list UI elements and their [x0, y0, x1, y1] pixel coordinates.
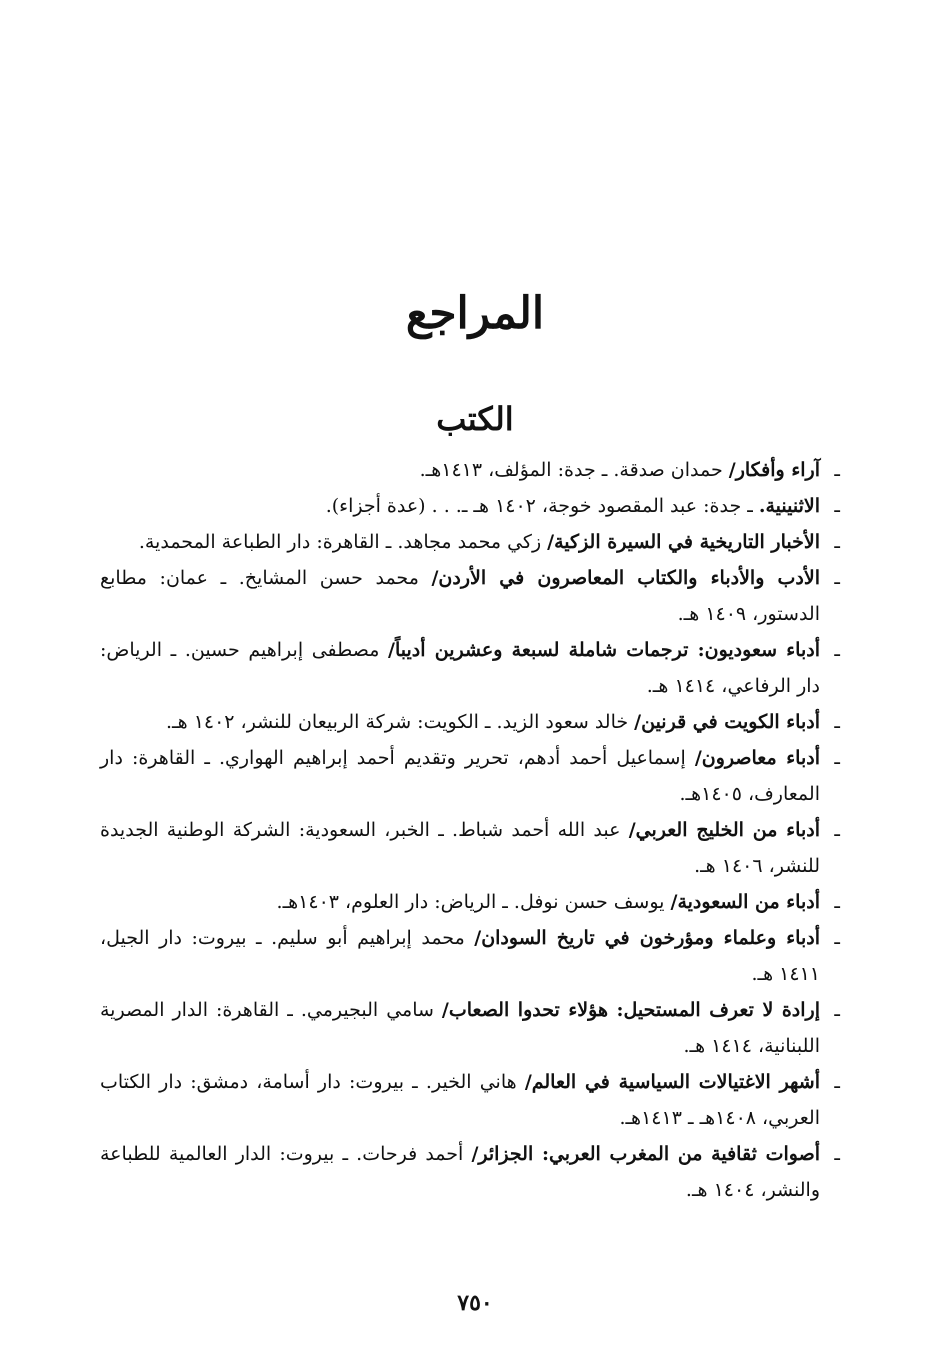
- page-number: ٧٥٠: [457, 1290, 493, 1316]
- reference-title: الاثنينية.: [758, 495, 820, 517]
- reference-title: الأخبار التاريخية في السيرة الزكية/: [547, 531, 820, 553]
- reference-entry: ـ أدباء معاصرون/ إسماعيل أحمد أدهم، تحرير وتقديم أحمد إبراهيم الهواري. ـ القاهرة: دار المعارف، ١٤٠٥هـ.: [100, 747, 840, 805]
- reference-details: إسماعيل أحمد أدهم، تحرير وتقديم أحمد إبراهيم الهواري. ـ القاهرة: دار المعارف، ١٤٠٥هـ.: [100, 747, 820, 805]
- reference-details: زكي محمد مجاهد. ـ القاهرة: دار الطباعة المحمدية.: [138, 531, 548, 553]
- reference-title: أدباء معاصرون/: [694, 747, 821, 769]
- reference-title: أدباء الكويت في قرنين/: [634, 711, 820, 733]
- reference-entry: ـ أشهر الاغتيالات السياسية في العالم/ هاني الخير. ـ بيروت: دار أسامة، دمشق: دار الكتاب العربي، ١٤٠٨هـ ـ ١٤١٣هـ.: [100, 1071, 840, 1129]
- reference-entry: ـ أدباء من السعودية/ يوسف حسن نوفل. ـ الرياض: دار العلوم، ١٤٠٣هـ.: [276, 891, 840, 913]
- page-title: المراجع: [405, 288, 545, 339]
- reference-list: [100, 452, 840, 1208]
- reference-title: أدباء سعوديون: ترجمات شاملة لسبعة وعشرين أديباً/: [388, 639, 820, 661]
- reference-entry: ـ أصوات ثقافية من المغرب العربي: الجزائر/ أحمد فرحات. ـ بيروت: الدار العالمية للطباعة والنشر، ١٤٠٤ هـ.: [100, 1143, 840, 1201]
- reference-details: هاني الخير. ـ بيروت: دار أسامة، دمشق: دار الكتاب العربي، ١٤٠٨هـ ـ ١٤١٣هـ.: [100, 1071, 820, 1129]
- reference-title: أدباء من السعودية/: [670, 891, 820, 913]
- reference-title: أشهر الاغتيالات السياسية في العالم/: [524, 1071, 821, 1093]
- reference-details: يوسف حسن نوفل. ـ الرياض: دار العلوم، ١٤٠٣هـ.: [276, 891, 671, 913]
- reference-entry: ـ الأدب والأدباء والكتاب المعاصرون في الأردن/ محمد حسن المشايخ. ـ عمان: مطابع الدستور، ١٤٠٩ هـ.: [100, 567, 840, 625]
- reference-entry: ـ أدباء وعلماء ومؤرخون في تاريخ السودان/ محمد إبراهيم أبو سليم. ـ بيروت: دار الجيل، ١٤١١ هـ.: [100, 927, 840, 985]
- reference-entry: ـ إرادة لا تعرف المستحيل: هؤلاء تحدوا الصعاب/ سامي البجيرمي. ـ القاهرة: الدار المصرية اللبنانية، ١٤١٤ هـ.: [100, 999, 840, 1057]
- reference-entry: ـ آراء وأفكار/ حمدان صدقة. ـ جدة: المؤلف، ١٤١٣هـ.: [419, 459, 840, 481]
- reference-details: أحمد فرحات. ـ بيروت: الدار العالمية للطباعة والنشر، ١٤٠٤ هـ.: [100, 1143, 820, 1201]
- reference-details: سامي البجيرمي. ـ القاهرة: الدار المصرية اللبنانية، ١٤١٤ هـ.: [100, 999, 820, 1057]
- reference-title: إرادة لا تعرف المستحيل: هؤلاء تحدوا الصعاب/: [441, 999, 820, 1021]
- reference-title: آراء وأفكار/: [728, 459, 820, 481]
- reference-details: حمدان صدقة. ـ جدة: المؤلف، ١٤١٣هـ.: [419, 459, 729, 481]
- section-title: الكتب: [436, 400, 514, 438]
- reference-entry: ـ أدباء سعوديون: ترجمات شاملة لسبعة وعشرين أديباً/ مصطفى إبراهيم حسين. ـ الرياض: دار الرفاعي، ١٤١٤ هـ.: [100, 639, 840, 697]
- reference-title: أدباء وعلماء ومؤرخون في تاريخ السودان/: [474, 927, 820, 949]
- reference-title: الأدب والأدباء والكتاب المعاصرون في الأردن/: [431, 567, 820, 589]
- reference-details: ـ جدة: عبد المقصود خوجة، ١٤٠٢ هـ ـ. . . (عدة أجزاء).: [325, 495, 759, 517]
- reference-title: أدباء من الخليج العربي/: [628, 819, 820, 841]
- reference-details: محمد إبراهيم أبو سليم. ـ بيروت: دار الجيل، ١٤١١ هـ.: [100, 927, 820, 985]
- reference-entry: ـ أدباء من الخليج العربي/ عبد الله أحمد شباط. ـ الخبر، السعودية: الشركة الوطنية الجديدة للنشر، ١٤٠٦ هـ.: [100, 819, 840, 877]
- reference-details: محمد حسن المشايخ. ـ عمان: مطابع الدستور، ١٤٠٩ هـ.: [100, 567, 820, 625]
- reference-title: أصوات ثقافية من المغرب العربي: الجزائر/: [471, 1143, 820, 1165]
- reference-details: عبد الله أحمد شباط. ـ الخبر، السعودية: الشركة الوطنية الجديدة للنشر، ١٤٠٦ هـ.: [100, 819, 820, 877]
- reference-entry: ـ أدباء الكويت في قرنين/ خالد سعود الزيد. ـ الكويت: شركة الربيعان للنشر، ١٤٠٢ هـ.: [166, 711, 840, 733]
- reference-details: خالد سعود الزيد. ـ الكويت: شركة الربيعان للنشر، ١٤٠٢ هـ.: [166, 711, 635, 733]
- reference-entry: ـ الأخبار التاريخية في السيرة الزكية/ زكي محمد مجاهد. ـ القاهرة: دار الطباعة المحمدية.: [138, 531, 840, 553]
- reference-entry: ـ الاثنينية. ـ جدة: عبد المقصود خوجة، ١٤٠٢ هـ ـ. . . (عدة أجزاء).: [325, 495, 840, 517]
- reference-details: مصطفى إبراهيم حسين. ـ الرياض: دار الرفاعي، ١٤١٤ هـ.: [100, 639, 820, 697]
